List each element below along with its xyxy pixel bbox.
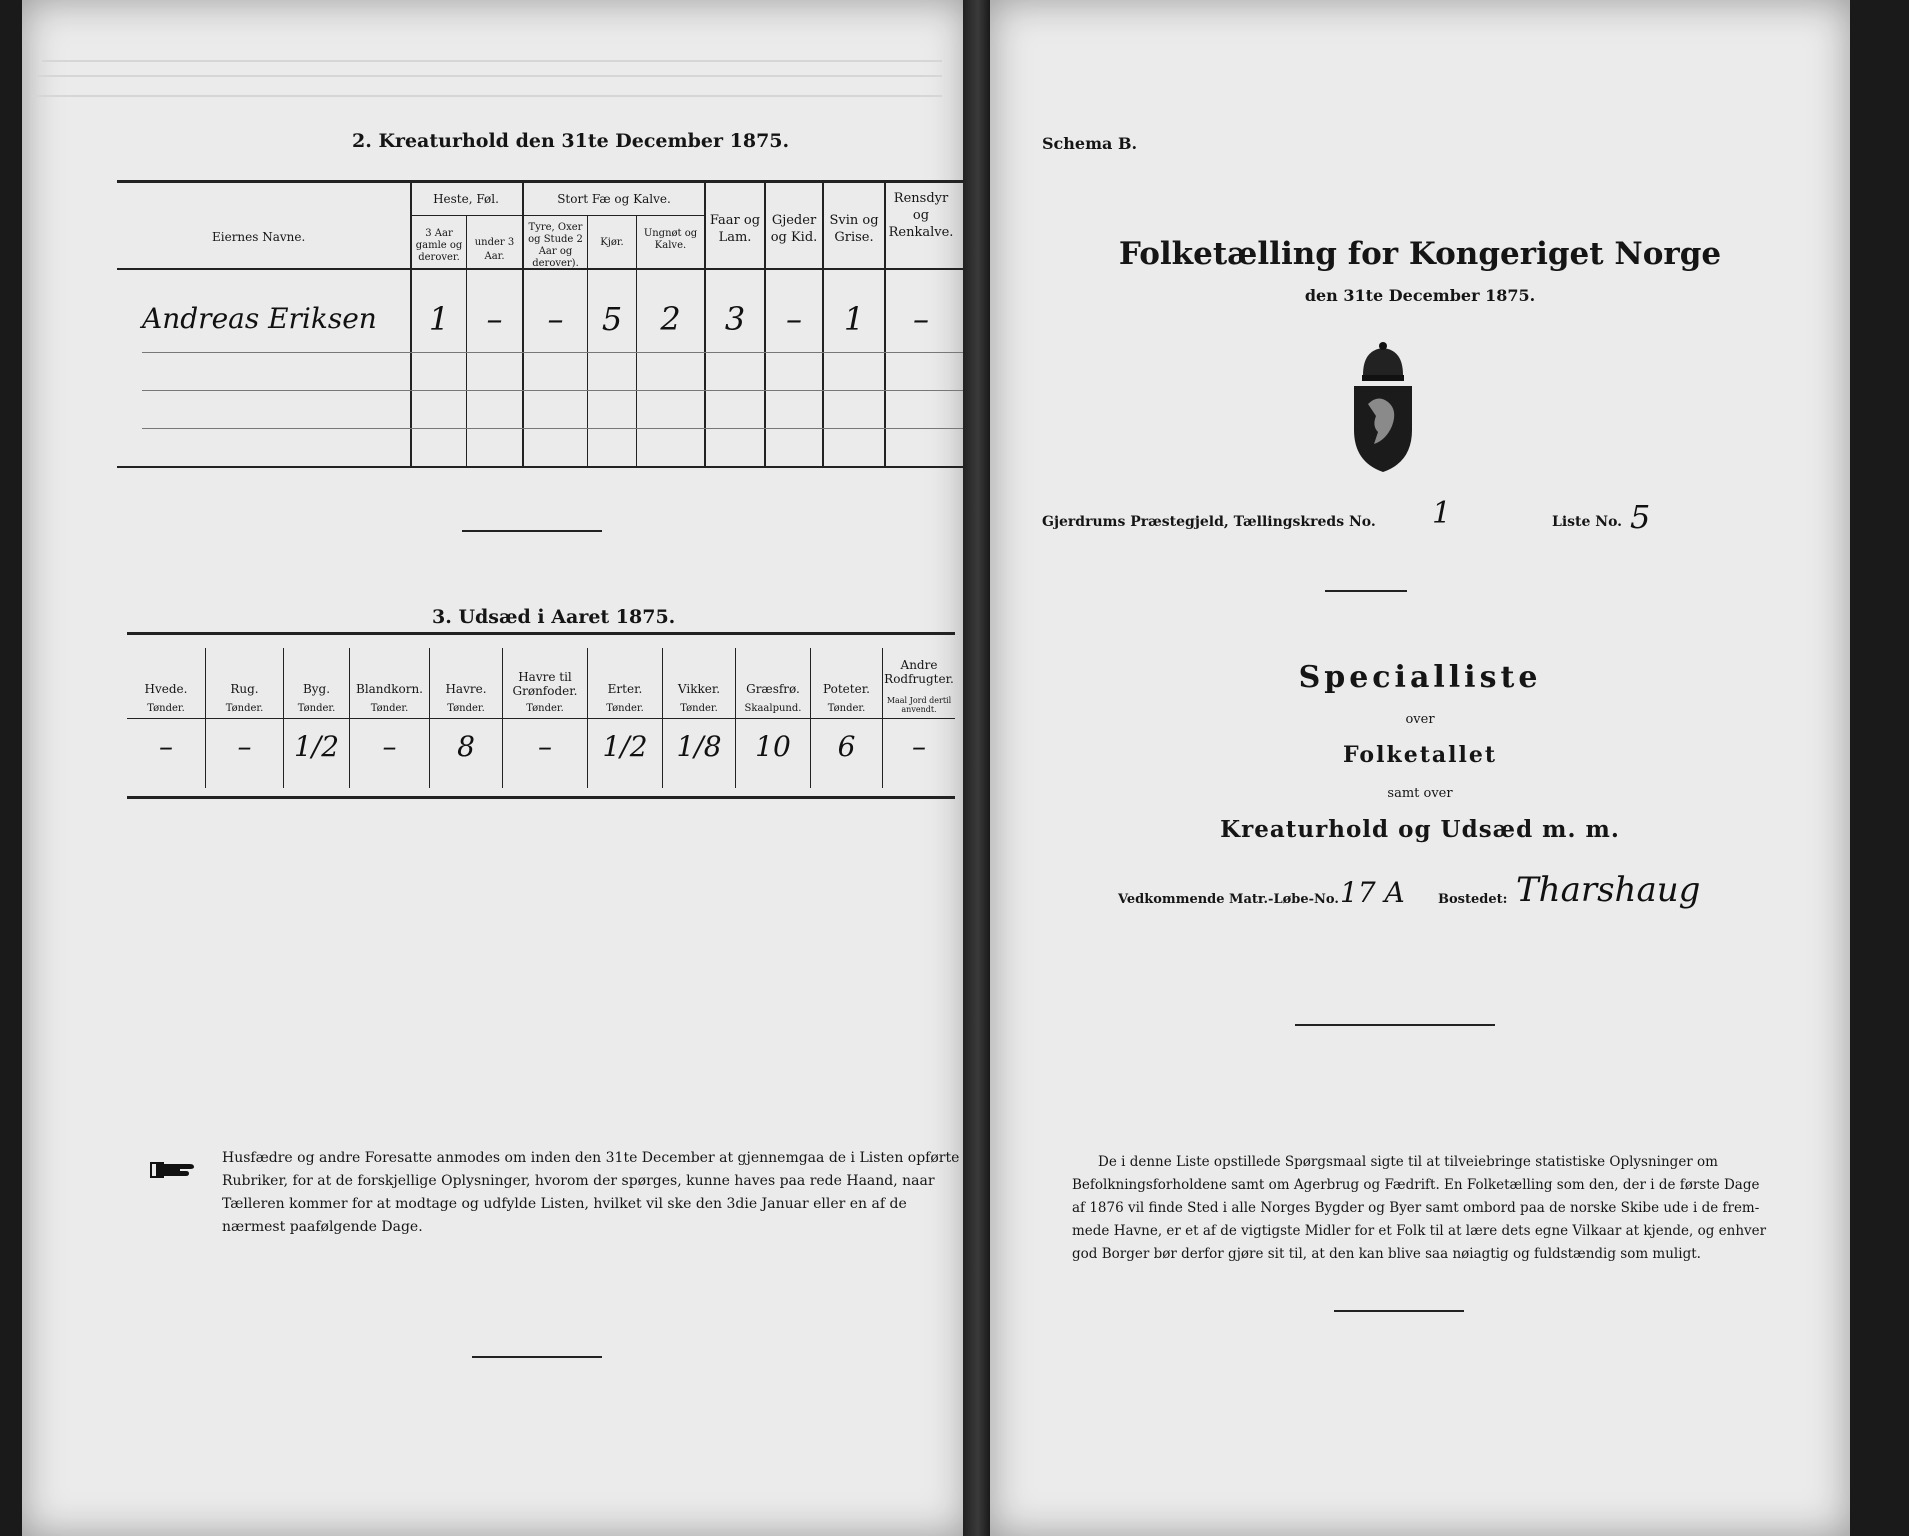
t3-u1: Tønder. (225, 703, 264, 714)
t3-h3: Blandkorn. (356, 682, 423, 696)
group-heste-header: Heste, Føl. (433, 192, 499, 206)
t3-h6: Erter. (607, 682, 643, 696)
over-1: over (1405, 712, 1435, 727)
t3-u5: Tønder. (526, 703, 564, 714)
col-tyre-header: Tyre, Oxer og Stude 2 Aar og derover). (528, 222, 583, 269)
document-subtitle: den 31te December 1875. (1304, 286, 1536, 305)
t3-v0: – (159, 730, 173, 763)
pointing-hand-icon (150, 1158, 204, 1182)
t3-h4: Havre. (445, 682, 487, 696)
t3-u7: Tønder. (680, 703, 718, 714)
matr-hand: 17 A (1340, 876, 1405, 909)
matr-print: Vedkommende Matr.-Løbe-No. (1118, 892, 1339, 907)
col-svin-header: Svin og Grise. (829, 213, 879, 245)
footer-line-0: De i denne Liste opstillede Spørgsmaal sigte til at tilveiebringe statistiske Oplysninger om (1098, 1154, 1718, 1170)
schema-label: Schema B. (1042, 134, 1138, 153)
t3-h2: Byg. (302, 682, 331, 696)
t3-h1: Rug. (230, 682, 259, 696)
col-gjeder-header: Gjeder og Kid. (770, 213, 818, 245)
col-ungnot-header: Ungnøt og Kalve. (643, 228, 698, 251)
specialliste-heading: Specialliste (1298, 660, 1542, 695)
table2-val-0: 1 (428, 300, 450, 338)
notice-line-3: nærmest paafølgende Dage. (222, 1219, 423, 1235)
t3-v3: – (382, 730, 397, 763)
t3-u8: Skaalpund. (744, 703, 802, 714)
footer-line-4: god Borger bør derfor gjøre sit til, at den kan blive saa nøiagtig og fuldstændig som muligt. (1072, 1246, 1701, 1262)
t3-u3: Tønder. (370, 703, 409, 714)
t3-u6: Tønder. (606, 703, 644, 714)
footer-line-2: af 1876 vil finde Sted i alle Norges Bygder og Byer samt ombord paa de norske Skibe ude i de frem- (1072, 1200, 1760, 1216)
col-faar-header: Faar og Lam. (709, 213, 761, 245)
bosted-print: Bostedet: (1438, 892, 1508, 907)
footer-line-1: Befolkningsforholdene samt om Agerbrug og Fædrift. En Folketælling som den, der i de første Dage (1072, 1177, 1760, 1193)
col-kjor-header: Kjør. (600, 237, 624, 248)
footer-line-3: mede Havne, er et af de vigtigste Midler for et Folk til at lære dets egne Vilkaar at kjende, og enhver (1072, 1223, 1767, 1239)
col-3aar-header: 3 Aar gamle og derover. (415, 228, 463, 263)
t3-v6: 1/2 (602, 730, 648, 763)
table2-val-7: 1 (843, 300, 865, 338)
t3-u10: Maal Jord dertil anvendt. (886, 696, 952, 714)
table2-val-6: – (786, 300, 802, 338)
kreaturhold-heading: Kreaturhold og Udsæd m. m. (1220, 816, 1620, 843)
document-title: Folketælling for Kongeriget Norge (1118, 236, 1722, 272)
group-stort-header: Stort Fæ og Kalve. (557, 192, 671, 206)
owner-header: Eiernes Navne. (212, 230, 306, 244)
t3-v2: 1/2 (293, 730, 340, 763)
t3-u9: Tønder. (827, 703, 866, 714)
t3-v4: 8 (457, 730, 475, 763)
right-page (990, 0, 1850, 1536)
t3-h9: Poteter. (823, 682, 870, 696)
owner-name: Andreas Eriksen (142, 302, 377, 335)
t3-v1: – (237, 730, 252, 763)
notice-line-0: Husfædre og andre Foresatte anmodes om inden den 31te December at gjennemgaa de i Listen opførte (222, 1150, 960, 1166)
bosted-hand: Tharshaug (1516, 870, 1701, 910)
t3-v9: 6 (837, 730, 856, 763)
col-under3-header: under 3 Aar. (474, 237, 515, 262)
folketallet-heading: Folketallet (1343, 742, 1497, 768)
district-hand-2: 5 (1630, 498, 1651, 536)
t3-v10: – (912, 730, 926, 763)
t3-h8: Græsfrø. (746, 682, 800, 696)
samt-over: samt over (1387, 786, 1453, 801)
t3-h5: Havre til Grønfoder. (512, 670, 578, 698)
table2-val-8: – (913, 300, 929, 338)
district-print-2: Liste No. (1552, 514, 1623, 530)
table2-val-1: – (486, 300, 503, 338)
table2-val-2: – (547, 300, 564, 338)
table2-val-3: 5 (601, 300, 623, 338)
t3-v8: 10 (755, 730, 791, 763)
t3-u0: Tønder. (147, 703, 185, 714)
left-page (22, 0, 974, 1536)
section-3-title: 3. Udsæd i Aaret 1875. (432, 606, 676, 628)
t3-h10: Andre Rodfrugter. (884, 658, 954, 686)
notice-line-2: Tælleren kommer for at modtage og udfylde Listen, hvilket vil ske den 3die Januar eller en af de (222, 1196, 907, 1212)
t3-v7: 1/8 (676, 730, 722, 763)
t3-h7: Vikker. (677, 682, 721, 696)
col-rensdyr-header: Rensdyr og Renkalve. (888, 191, 954, 240)
table2-val-5: 3 (724, 300, 746, 338)
district-hand-1: 1 (1432, 496, 1452, 531)
t3-v5: – (538, 730, 552, 763)
section-2-title: 2. Kreaturhold den 31te December 1875. (352, 130, 790, 152)
t3-u4: Tønder. (447, 703, 485, 714)
table2-val-4: 2 (660, 300, 681, 338)
book-spine (963, 0, 993, 1536)
coat-of-arms-icon (1348, 340, 1418, 475)
t3-u2: Tønder. (297, 703, 336, 714)
t3-h0: Hvede. (144, 682, 188, 696)
district-print-1: Gjerdrums Præstegjeld, Tællingskreds No. (1042, 514, 1376, 530)
notice-line-1: Rubriker, for at de forskjellige Oplysninger, hvorom der spørges, kunne haves paa rede Haand, naar (222, 1173, 935, 1189)
